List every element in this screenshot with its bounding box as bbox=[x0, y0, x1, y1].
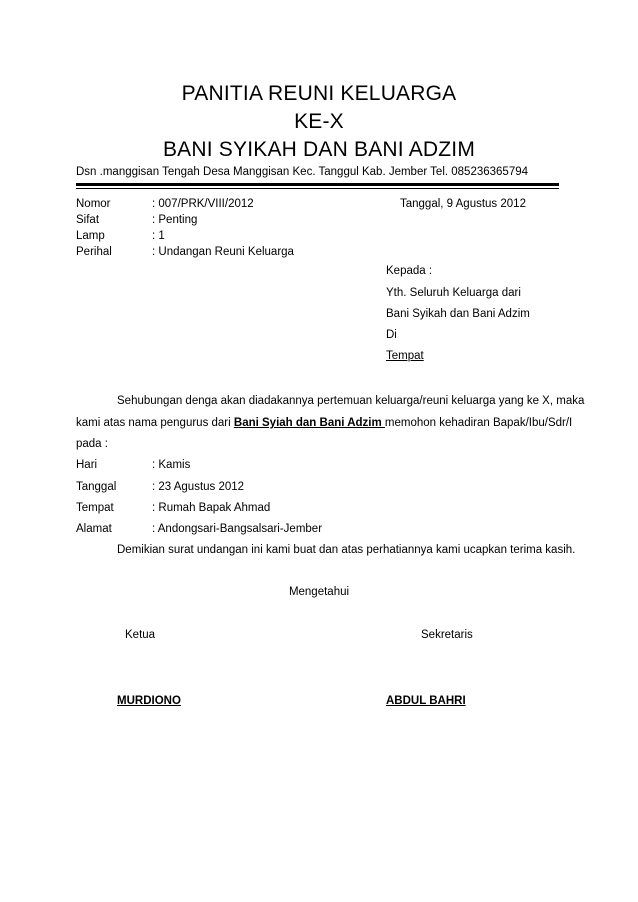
hari-label: Hari bbox=[76, 459, 98, 471]
sekretaris-name: ABDUL BAHRI bbox=[386, 695, 466, 707]
header-title-line3: BANI SYIKAH DAN BANI ADZIM bbox=[162, 138, 476, 161]
body-para1-line3: pada : bbox=[76, 438, 108, 450]
letter-date: Tanggal, 9 Agustus 2012 bbox=[400, 198, 526, 210]
alamat-value: : Andongsari-Bangsalsari-Jember bbox=[152, 523, 323, 535]
nomor-value: : 007/PRK/VIII/2012 bbox=[152, 198, 254, 210]
body-para1-line1: Sehubungan denga akan diadakannya pertemuan keluarga/reuni keluarga yang ke X, maka bbox=[117, 395, 585, 407]
recipient-line4: Tempat bbox=[386, 350, 424, 362]
header-address: Dsn .manggisan Tengah Desa Manggisan Kec. Tanggul Kab. Jember Tel. 085236365794 bbox=[76, 166, 529, 178]
tanggal-label: Tanggal bbox=[76, 481, 117, 493]
hari-value: : Kamis bbox=[152, 459, 191, 471]
perihal-label: Perihal bbox=[76, 246, 112, 258]
header-title-line2: KE-X bbox=[294, 110, 344, 133]
alamat-label: Alamat bbox=[76, 523, 112, 535]
recipient-line3: Di bbox=[386, 329, 397, 341]
sekretaris-title: Sekretaris bbox=[421, 629, 473, 641]
ketua-name: MURDIONO bbox=[117, 695, 181, 707]
recipient-line1: Yth. Seluruh Keluarga dari bbox=[386, 287, 521, 299]
perihal-value: : Undangan Reuni Keluarga bbox=[152, 246, 294, 258]
body-para1-line2-post: memohon kehadiran Bapak/Ibu/Sdr/I bbox=[384, 417, 573, 429]
lamp-label: Lamp bbox=[76, 230, 105, 242]
header-rule-thin bbox=[76, 188, 559, 189]
lamp-value: : 1 bbox=[152, 230, 165, 242]
tanggal-value: : 23 Agustus 2012 bbox=[152, 481, 245, 493]
sifat-label: Sifat bbox=[76, 214, 100, 226]
body-para1-line2-bold: Bani Syiah dan Bani Adzim bbox=[233, 417, 385, 429]
header-rule-thick bbox=[76, 183, 559, 186]
recipient-line2: Bani Syikah dan Bani Adzim bbox=[386, 308, 530, 320]
nomor-label: Nomor bbox=[76, 198, 111, 210]
mengetahui-label: Mengetahui bbox=[288, 586, 350, 598]
tempat-value: : Rumah Bapak Ahmad bbox=[152, 502, 271, 514]
tempat-label: Tempat bbox=[76, 502, 114, 514]
body-para1-line2 bbox=[76, 416, 572, 430]
header-title-line1: PANITIA REUNI KELUARGA bbox=[181, 82, 457, 105]
closing-text: Demikian surat undangan ini kami buat dan atas perhatiannya kami ucapkan terima kasih. bbox=[117, 544, 576, 556]
ketua-title: Ketua bbox=[125, 629, 156, 641]
sifat-value: : Penting bbox=[152, 214, 198, 226]
recipient-kepada: Kepada : bbox=[386, 265, 433, 277]
body-para1-line2-pre: kami atas nama pengurus dari bbox=[76, 417, 234, 429]
